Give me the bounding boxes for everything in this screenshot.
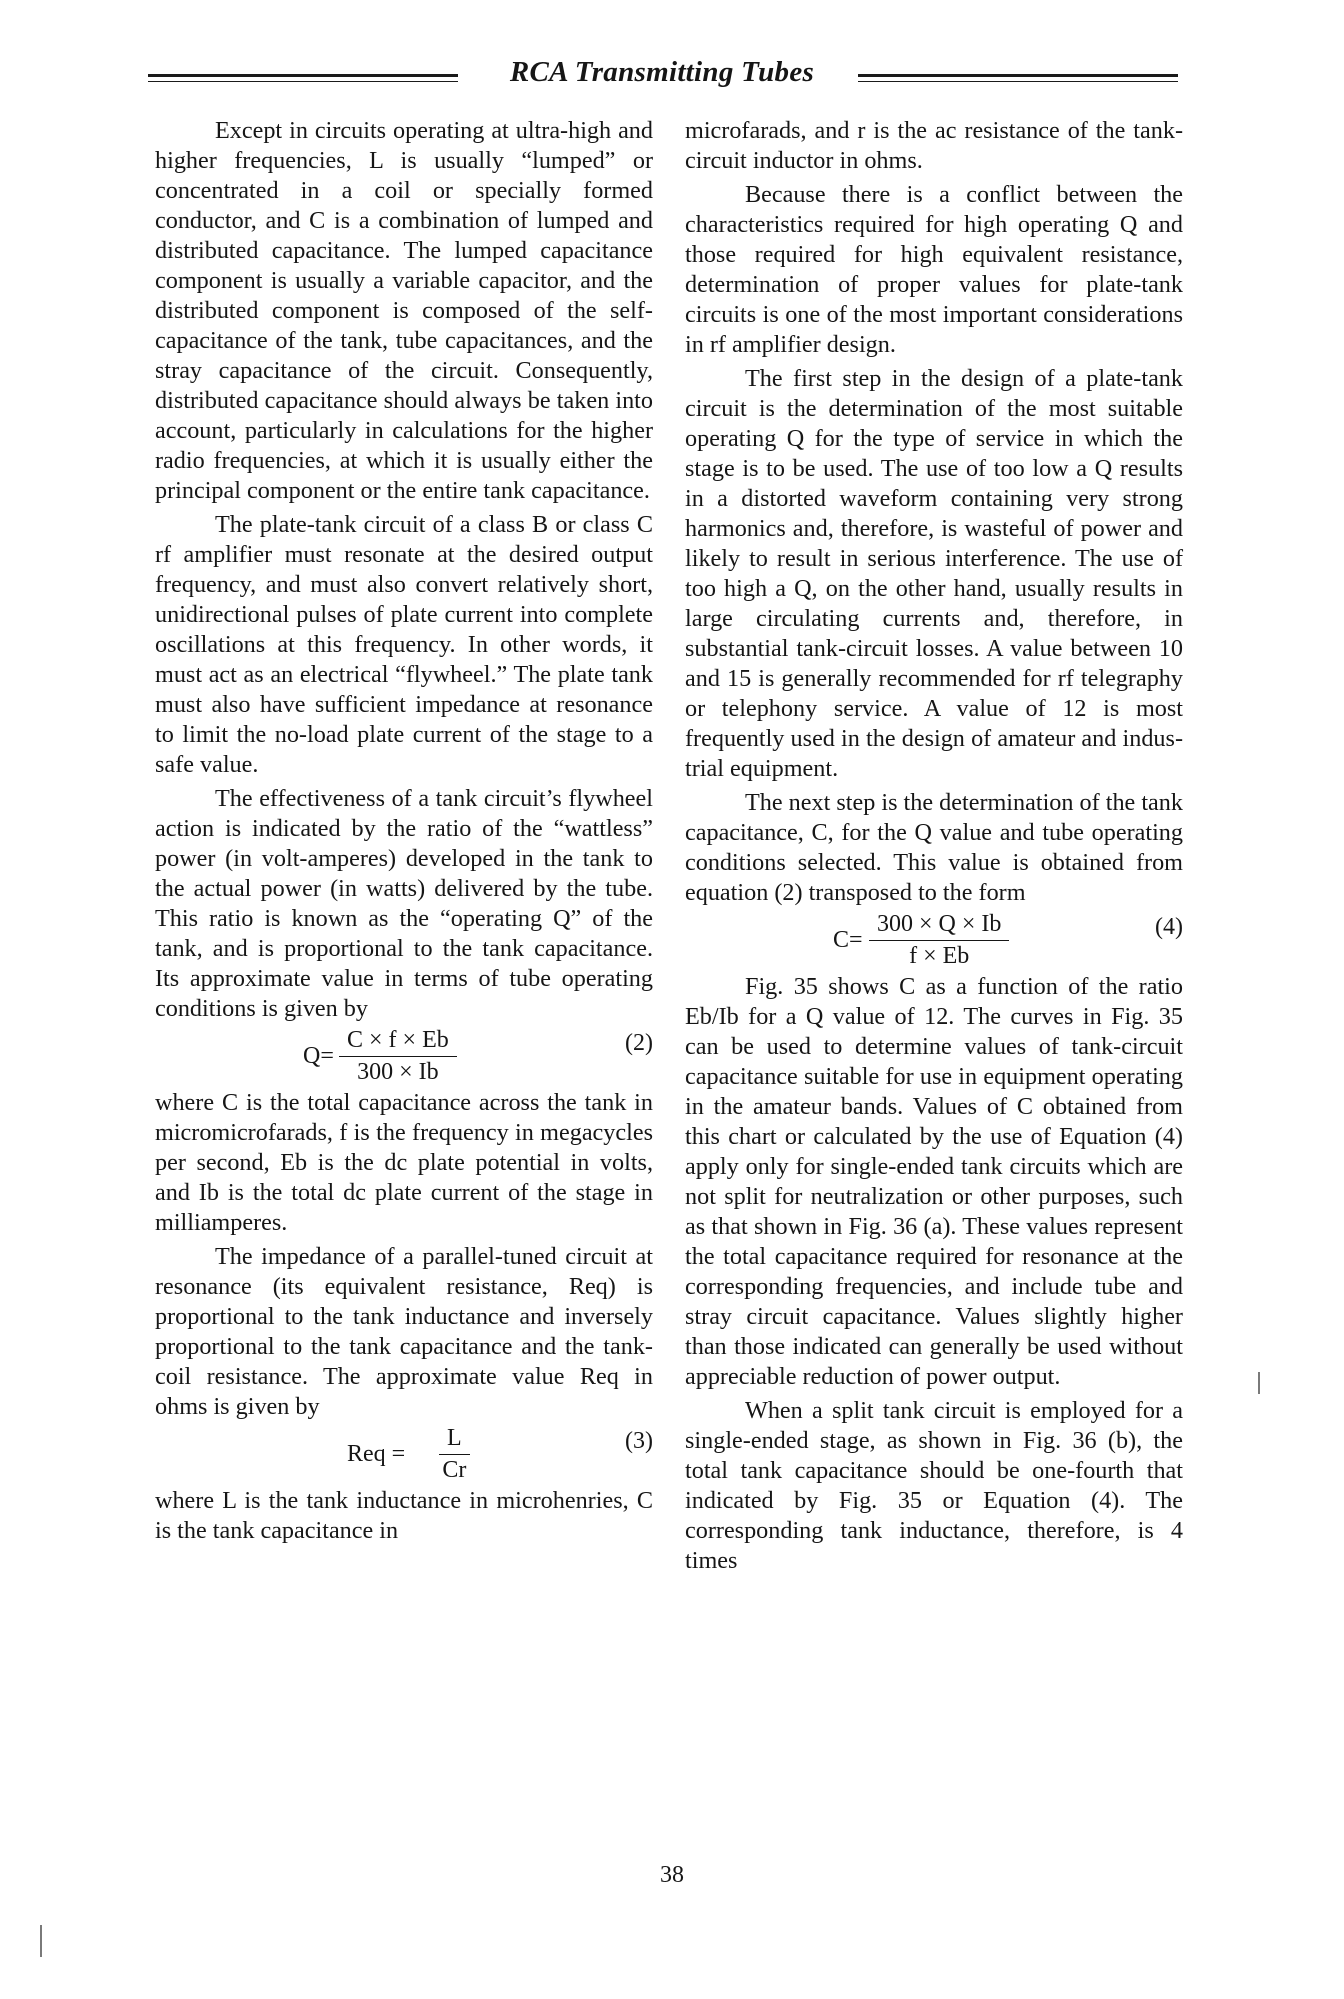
equation-number: (2): [625, 1030, 653, 1056]
page-number: 38: [660, 1862, 684, 1888]
paragraph: microfarads, and r is the ac resistance of the tank-circuit inductor in ohms.: [685, 117, 1183, 174]
equation-fraction: [869, 910, 1009, 971]
equation-numerator: L: [439, 1424, 470, 1455]
right-column: [685, 116, 1183, 1580]
paragraph: The next step is the determination of the tank capacitance, C, for the Q value and tube operating conditions selected. This value is obtained from equation (2) transposed to the form: [685, 789, 1183, 906]
paragraph: When a split tank circuit is employed for a single-ended stage, as shown in Fig. 36 (b), the total tank capacitance should be one-fourth that indicated by Fig. 35 or Equation (4). The corresponding tank inductance, therefore, is 4 times: [685, 1397, 1183, 1574]
paragraph: The first step in the design of a plate-tank circuit is the determination of the most suitable operating Q for the type of service in which the stage is to be used. The use of too low a Q results in a distorted waveform containing very strong harmonics and, therefore, is wasteful of power and likely to result in serious interference. The use of too high a Q, on the other hand, usually results in large circulating currents and, therefore, in substantial tank-circuit losses. A value between 10 and 15 is generally recommended for rf telegraphy or telephony service. A value of 12 is most frequently used in the design of amateur and industrial equipment.: [685, 365, 1183, 782]
equation-lhs: Req =: [347, 1441, 406, 1467]
equation-3: [155, 1424, 653, 1484]
equation-denominator: f × Eb: [909, 943, 970, 969]
equation-fraction: [339, 1026, 457, 1087]
scan-edge-mark: [40, 1925, 42, 1957]
paragraph: where C is the total capacitance across the tank in micromicrofarads, f is the frequency in megacycles per second, Eb is the dc plate potential in volts, and Ib is the total dc plate current of the stage in milliamperes.: [155, 1089, 653, 1236]
paragraph: The effectiveness of a tank circuit’s flywheel action is indicated by the ratio of the “wattless” power (in volt-amperes) developed in the tank to the actual power (in watts) delivered by the tube. This ratio is known as the “operating Q” of the tank, and is proportional to the tank capacitance. Its approximate value in terms of tube operating conditions is given by: [155, 785, 653, 1022]
equation-2: [155, 1026, 653, 1086]
equation-fraction: [439, 1424, 470, 1485]
equation-lhs: Q=: [303, 1043, 334, 1069]
equation-numerator: C × f × Eb: [339, 1026, 457, 1057]
paragraph: The plate-tank circuit of a class B or class C rf amplifier must resonate at the desired output frequency, and must also convert relatively short, unidirectional pulses of plate current into complete oscillations at this frequency. In other words, it must act as an electrical “flywheel.” The plate tank must also have sufficient impedance at resonance to limit the no-load plate current of the stage to a safe value.: [155, 511, 653, 778]
equation-lhs: C=: [833, 927, 863, 953]
equation-4: [685, 910, 1183, 970]
equation-denominator: 300 × Ib: [357, 1059, 439, 1085]
running-header: [148, 52, 1178, 98]
paragraph: Because there is a conflict between the characteristics required for high operating Q and those required for high equivalent resistance, determination of proper values for plate-tank circuits is one of the most important considerations in rf amplifier design.: [685, 181, 1183, 358]
header-rule-left: [148, 74, 458, 77]
header-rule-right: [858, 74, 1178, 77]
paragraph: Fig. 35 shows C as a function of the ratio Eb/Ib for a Q value of 12. The curves in Fig. 35 can be used to determine values of tank-circuit capacitance suitable for use in equipment operating in the amateur bands. Values of C obtained from this chart or calculated by the use of Equation (4) apply only for single-ended tank circuits which are not split for neutralization or other purposes, such as that shown in Fig. 36 (a). These values represent the total capacitance required for resonance at the corresponding frequencies, and include tube and stray circuit capacitance. Values slightly higher than those indicated can generally be used without appreciable reduction of power output.: [685, 973, 1183, 1390]
paragraph: where L is the tank inductance in microhenries, C is the tank capacitance in: [155, 1487, 653, 1544]
paragraph: The impedance of a parallel-tuned circuit at resonance (its equivalent resistance, Req) is proportional to the tank inductance and inversely proportional to the tank capacitance and the tank-coil resistance. The approximate value Req in ohms is given by: [155, 1243, 653, 1420]
left-column: [155, 116, 653, 1550]
equation-number: (4): [1155, 914, 1183, 940]
scan-edge-mark: [1258, 1372, 1260, 1394]
equation-denominator: Cr: [442, 1457, 467, 1483]
equation-numerator: 300 × Q × Ib: [869, 910, 1009, 941]
header-title: RCA Transmitting Tubes: [509, 56, 815, 88]
paragraph: Except in circuits operating at ultra-high and higher frequencies, L is usually “lumped” or concentrated in a coil or specially formed conductor, and C is a combination of lumped and distributed capacitance. The lumped capacitance component is usually a variable capacitor, and the distributed component is composed of the self-capacitance of the tank, tube capacitances, and the stray capacitance of the circuit. Consequently, distributed capacitance should always be taken into account, particularly in calculations for the higher radio frequencies, at which it is usually either the principal component or the entire tank capacitance.: [155, 117, 653, 504]
equation-number: (3): [625, 1428, 653, 1454]
